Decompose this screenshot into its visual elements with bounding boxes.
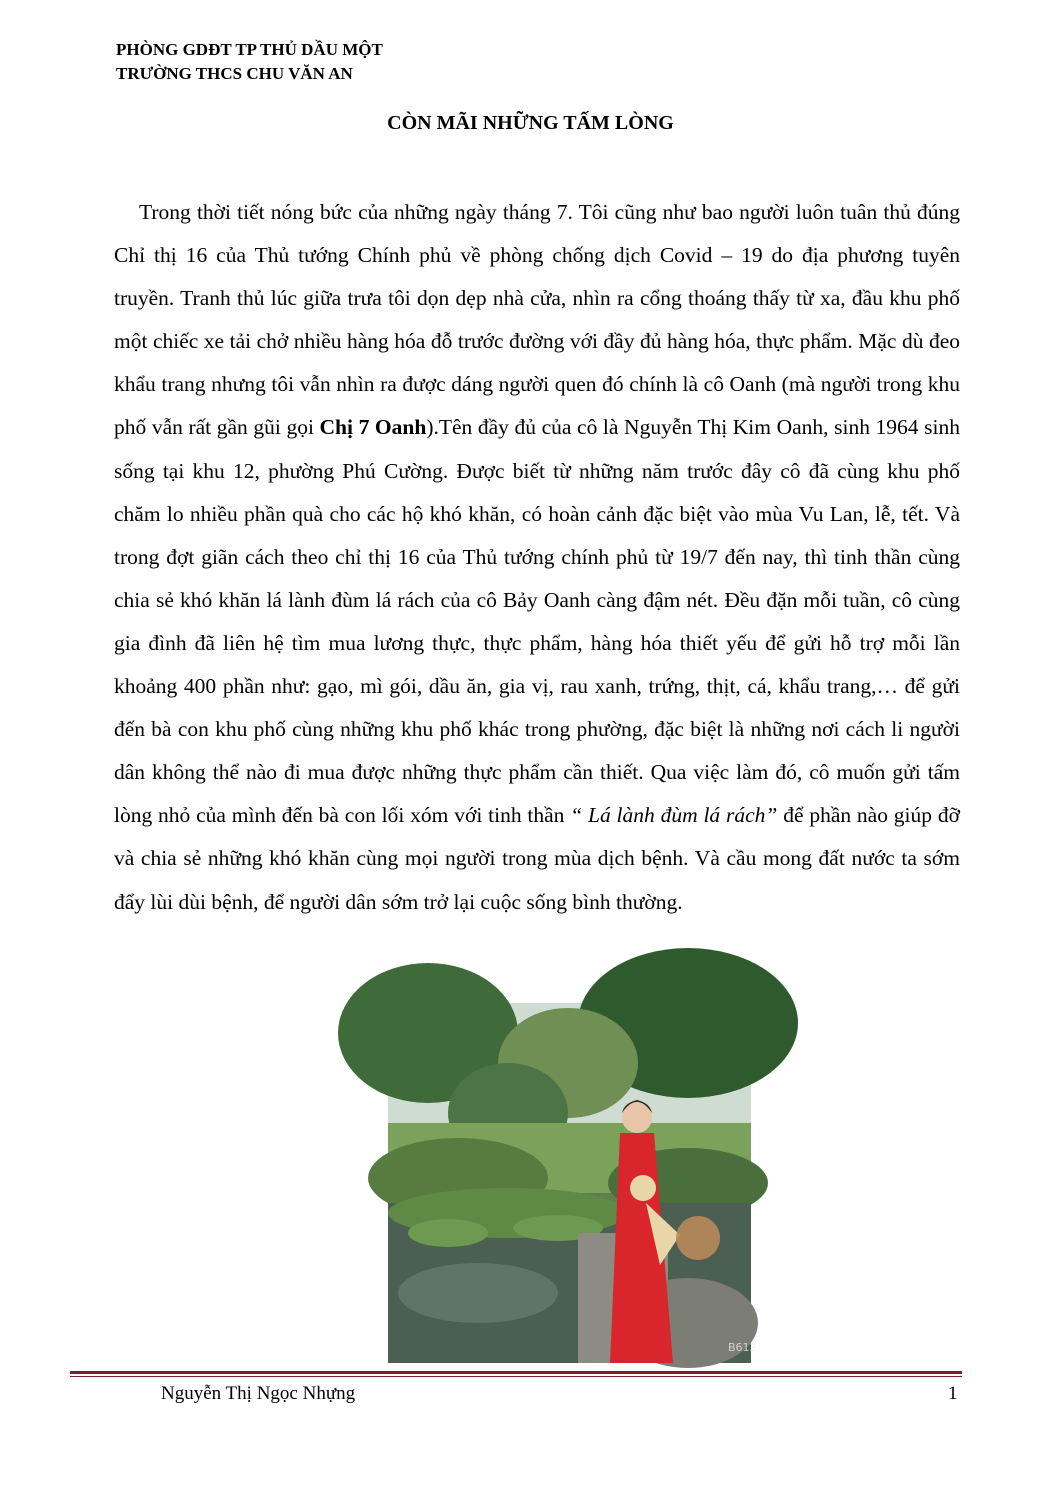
- school-name: TRƯỜNG THCS CHU VĂN AN: [116, 64, 353, 83]
- paragraph-text-1: Trong thời tiết nóng bức của những ngày tháng 7. Tôi cũng như bao người luôn tuân thủ đúng Chỉ thị 16 của Thủ tướng Chính phủ về phòng chống dịch Covid – 19 do địa phương tuyên truyền. Tranh thủ lúc giữa trưa tôi dọn dẹp nhà cửa, nhìn ra cổng thoáng thấy từ xa, đầu khu phố một chiếc xe tải chở nhiều hàng hóa đỗ trước đường với đầy đủ hàng hóa, thực phẩm. Mặc dù đeo khẩu trang nhưng tôi vẫn nhìn ra được dáng người quen đó chính là cô Oanh (mà người trong khu phố vẫn rất gần gũi gọi: [114, 200, 960, 440]
- article-photo: [388, 1003, 757, 1363]
- hat-shape: [630, 1175, 656, 1201]
- photo-watermark: B612: [728, 1341, 757, 1354]
- photo-illustration: [388, 1003, 757, 1363]
- department-name: PHÒNG GDĐT TP THỦ DẦU MỘT: [116, 40, 383, 59]
- article-title: CÒN MÃI NHỮNG TẤM LÒNG: [387, 112, 674, 134]
- footer-rule-thick: [70, 1371, 962, 1374]
- footer-author: Nguyễn Thị Ngọc Nhựng: [161, 1383, 356, 1404]
- article-body: [114, 191, 960, 924]
- page-number: 1: [948, 1383, 958, 1404]
- footer-rule-thin: [70, 1376, 962, 1377]
- paragraph-text-3: để phần nào giúp đỡ và chia sẻ những khó khăn cùng mọi người trong mùa dịch bệnh. Và cầu mong đất nước ta sớm đẩy lùi dùi bệnh, để người dân sớm trở lại cuộc sống bình thường.: [114, 803, 960, 914]
- italic-quote: “ Lá lành đùm lá rách”: [570, 803, 778, 828]
- article-paragraph: [114, 191, 960, 924]
- paragraph-text-2: ).Tên đầy đủ của cô là Nguyễn Thị Kim Oanh, sinh 1964 sinh sống tại khu 12, phường Phú Cường. Được biết từ những năm trước đây cô đã cùng khu phố chăm lo nhiều phần quà cho các hộ khó khăn, có hoàn cảnh đặc biệt vào mùa Vu Lan, lễ, tết. Và trong đợt giãn cách theo chỉ thị 16 của Thủ tướng chính phủ từ 19/7 đến nay, thì tinh thần cùng chia sẻ khó khăn lá lành đùm lá rách của cô Bảy Oanh càng đậm nét. Đều đặn mỗi tuần, cô cùng gia đình đã liên hệ tìm mua lương thực, thực phẩm, hàng hóa thiết yếu để gửi hỗ trợ mỗi lần khoảng 400 phần như: gạo, mì gói, dầu ăn, gia vị, rau xanh, trứng, thịt, cá, khẩu trang,… để gửi đến bà con khu phố cùng những khu phố khác trong phường, đặc biệt là những nơi cách li người dân không thể nào đi mua được những thực phẩm cần thiết. Qua việc làm đó, cô muốn gửi tấm lòng nhỏ của mình đến bà con lối xóm với tinh thần: [114, 415, 960, 828]
- bold-nickname: Chị 7 Oanh: [319, 415, 427, 440]
- school-header: [116, 38, 383, 86]
